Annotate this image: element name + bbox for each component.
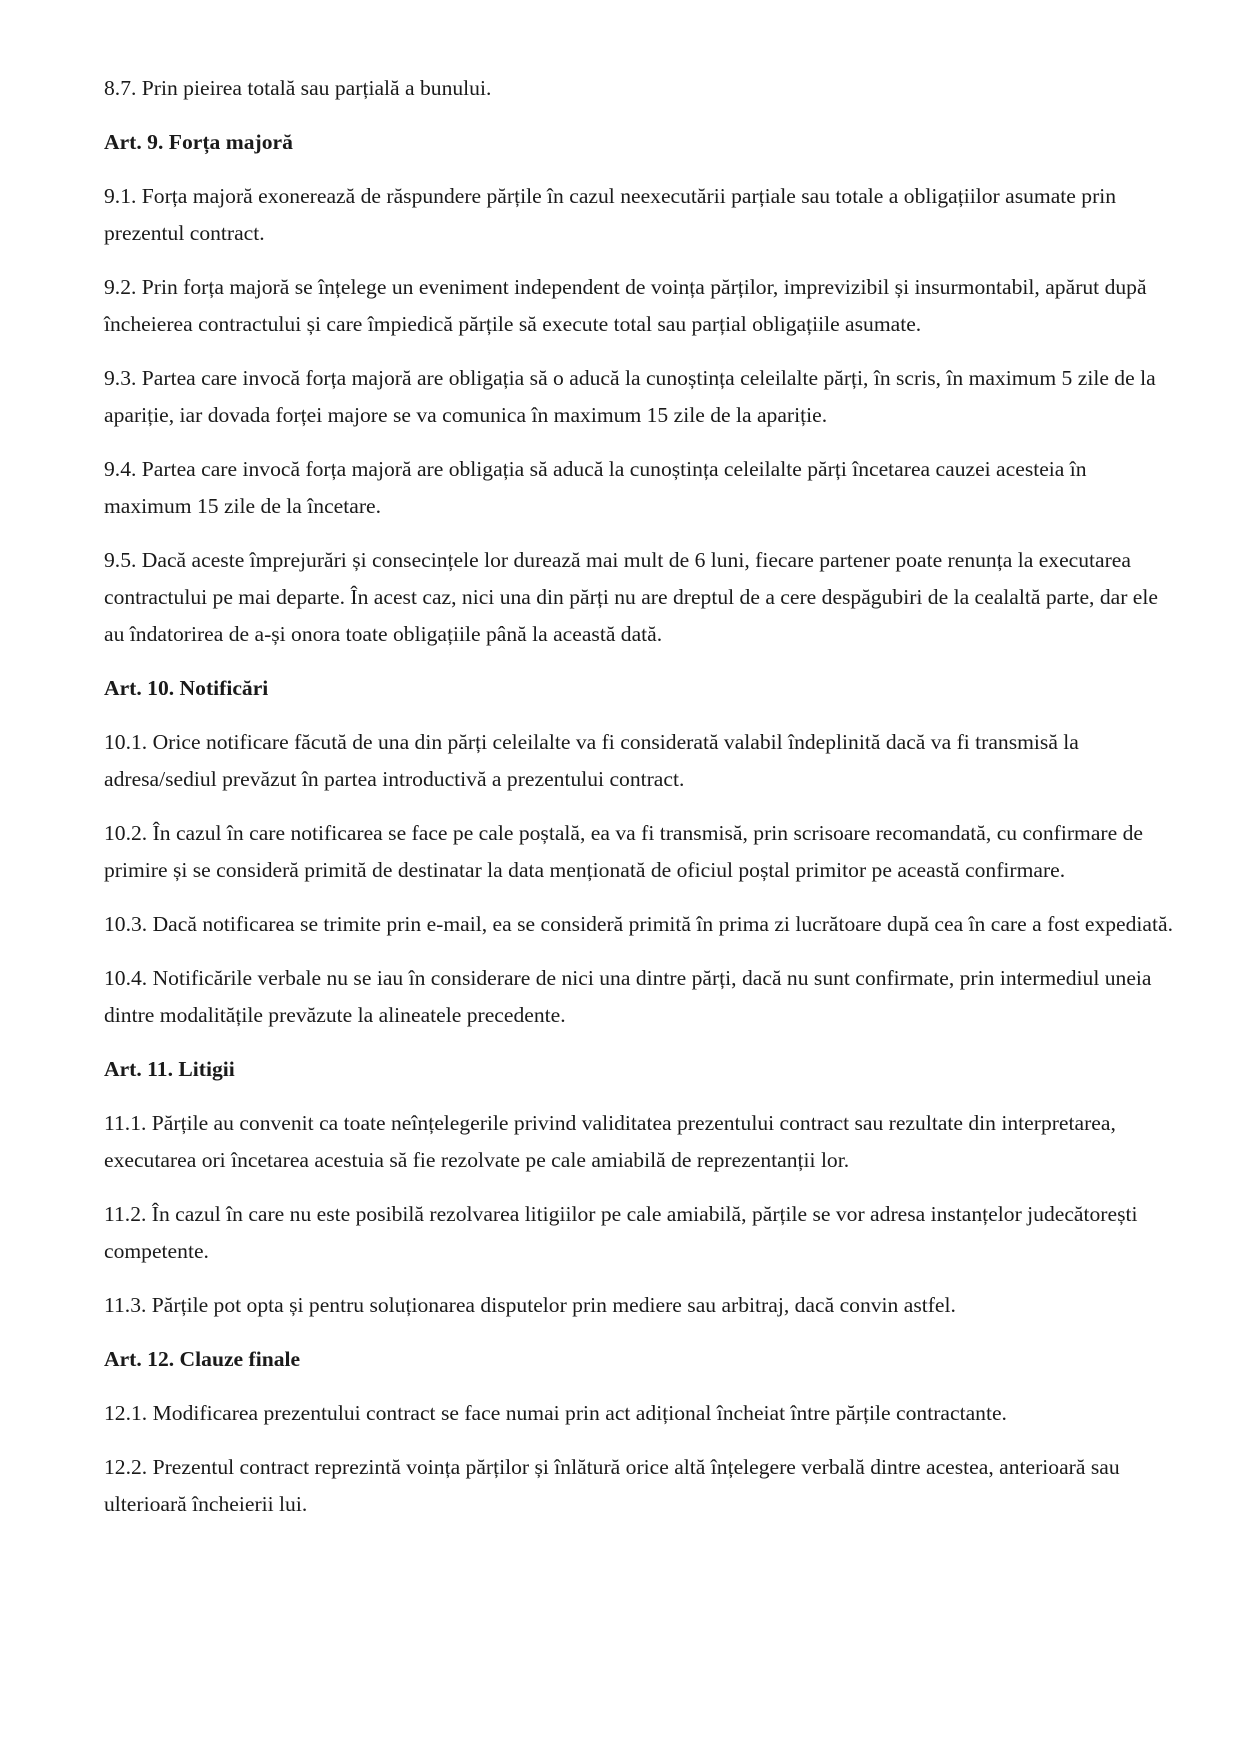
paragraph-8-7: 8.7. Prin pieirea totală sau parțială a bunului. xyxy=(104,76,492,100)
paragraph-12-1: 12.1. Modificarea prezentului contract se face numai prin act adițional încheiat între părțile contractante. xyxy=(104,1401,1007,1425)
paragraph-9-2: 9.2. Prin forța majoră se înțelege un eveniment independent de voința părților, imprevizibil și insurmontabil, apărut după încheierea contractului și care împiedică părțile să execute total sau parțial obligațiile asumate. xyxy=(104,275,1147,336)
heading-art-10: Art. 10. Notificări xyxy=(104,676,269,700)
paragraph-10-2: 10.2. În cazul în care notificarea se face pe cale poștală, ea va fi transmisă, prin scrisoare recomandată, cu confirmare de primire și se consideră primită de destinatar la data menționată de oficiul poștal primitor pe această confirmare. xyxy=(104,821,1143,882)
paragraph-9-4: 9.4. Partea care invocă forța majoră are obligația să aducă la cunoștința celeilalte părți încetarea cauzei acesteia în maximum 15 zile de la încetare. xyxy=(104,457,1087,518)
paragraph-11-3: 11.3. Părțile pot opta și pentru soluționarea disputelor prin mediere sau arbitraj, dacă convin astfel. xyxy=(104,1293,956,1317)
paragraph-11-1: 11.1. Părțile au convenit ca toate neînțelegerile privind validitatea prezentului contract sau rezultate din interpretarea, executarea ori încetarea acestuia să fie rezolvate pe cale amiabilă de reprezentanții lor. xyxy=(104,1111,1116,1172)
document-page xyxy=(104,70,1174,1540)
heading-art-11: Art. 11. Litigii xyxy=(104,1057,235,1081)
paragraph-9-3: 9.3. Partea care invocă forța majoră are obligația să o aducă la cunoștința celeilalte părți, în scris, în maximum 5 zile de la apariție, iar dovada forței majore se va comunica în maximum 15 zile de la apariție. xyxy=(104,366,1156,427)
paragraph-9-5: 9.5. Dacă aceste împrejurări și consecințele lor durează mai mult de 6 luni, fiecare partener poate renunța la executarea contractului pe mai departe. În acest caz, nici una din părți nu are dreptul de a cere despăgubiri de la cealaltă parte, dar ele au îndatorirea de a-și onora toate obligațiile până la această dată. xyxy=(104,548,1158,646)
paragraph-10-3: 10.3. Dacă notificarea se trimite prin e-mail, ea se consideră primită în prima zi lucrătoare după cea în care a fost expediată. xyxy=(104,912,1173,936)
paragraph-10-4: 10.4. Notificările verbale nu se iau în considerare de nici una dintre părți, dacă nu sunt confirmate, prin intermediul uneia dintre modalitățile prevăzute la alineatele precedente. xyxy=(104,966,1152,1027)
paragraph-9-1: 9.1. Forța majoră exonerează de răspundere părțile în cazul neexecutării parțiale sau totale a obligațiilor asumate prin prezentul contract. xyxy=(104,184,1117,245)
paragraph-12-2: 12.2. Prezentul contract reprezintă voința părților și înlătură orice altă înțelegere verbală dintre acestea, anterioară sau ulterioară încheierii lui. xyxy=(104,1455,1120,1516)
paragraph-11-2: 11.2. În cazul în care nu este posibilă rezolvarea litigiilor pe cale amiabilă, părțile se vor adresa instanțelor judecătorești competente. xyxy=(104,1202,1138,1263)
heading-art-9: Art. 9. Forța majoră xyxy=(104,130,293,154)
heading-art-12: Art. 12. Clauze finale xyxy=(104,1347,301,1371)
paragraph-10-1: 10.1. Orice notificare făcută de una din părți celeilalte va fi considerată valabil îndeplinită dacă va fi transmisă la adresa/sediul prevăzut în partea introductivă a prezentului contract. xyxy=(104,730,1079,791)
